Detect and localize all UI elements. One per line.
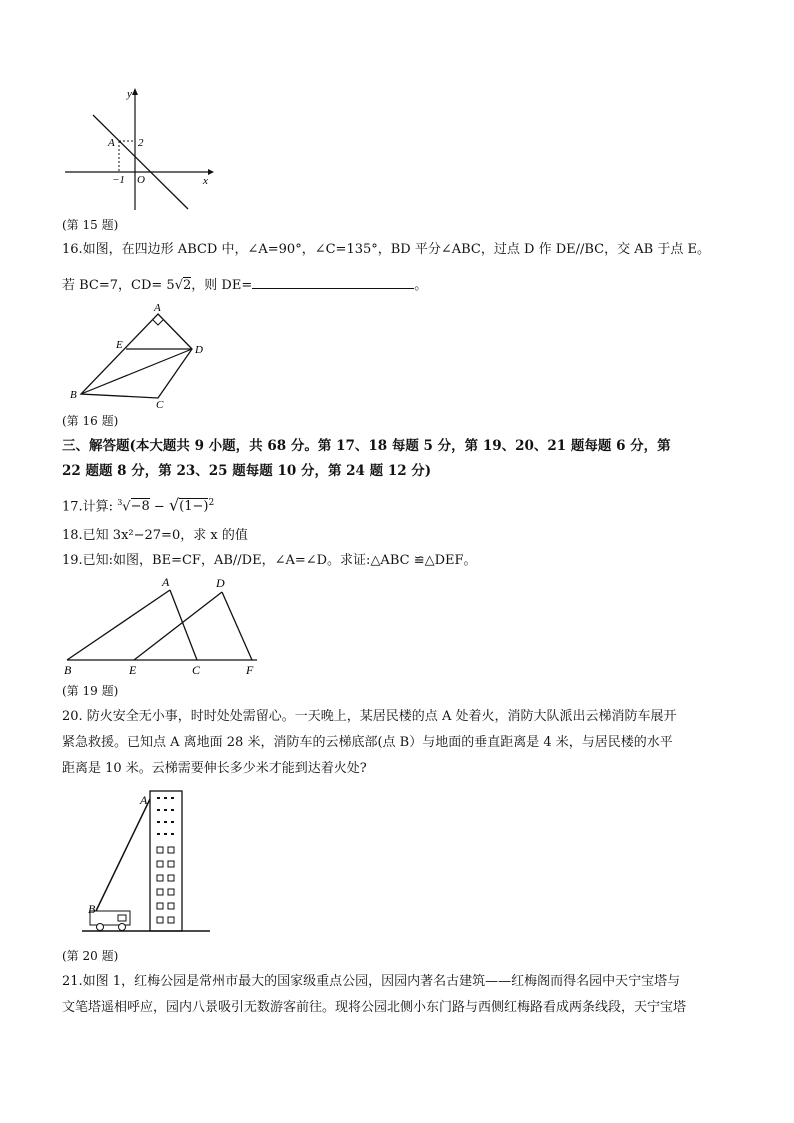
label-origin: O (137, 174, 145, 186)
x-axis-arrow (208, 169, 214, 175)
caption-q15: (第 15 题) (62, 218, 119, 232)
segment-ED (134, 592, 222, 660)
label-C: C (156, 399, 164, 410)
fire-truck (90, 911, 130, 931)
figure-q19 (62, 572, 272, 677)
label-x: x (203, 175, 208, 187)
label-E: E (116, 339, 123, 351)
figure-q20 (62, 785, 222, 940)
label-B: B (64, 663, 72, 677)
building-windows (157, 797, 174, 835)
caption-q20: (第 20 题) (62, 949, 119, 963)
building-windows-lower (157, 847, 174, 923)
sqrt-symbol: √ (168, 495, 180, 515)
label-B: B (88, 902, 96, 916)
q16-line2 (62, 276, 427, 295)
label-E: E (129, 663, 137, 677)
q17-expr-b: (1−) (179, 499, 209, 515)
label-minus-1: −1 (112, 174, 125, 186)
q17-expr-a: −8 (130, 499, 150, 515)
ladder (96, 799, 150, 911)
sqrt-arg: 2 (183, 278, 192, 293)
section3-line2: 22 题题 8 分，第 23、25 题每题 10 分，第 24 题 12 分) (62, 463, 432, 479)
sqrt-symbol: √ (174, 278, 183, 293)
segment-BD (81, 349, 192, 394)
right-angle-mark (153, 320, 163, 325)
label-A: A (108, 137, 115, 149)
building (150, 791, 182, 931)
cube-root-symbol: √ (122, 499, 131, 515)
q20-line3: 距离是 10 米。云梯需要伸长多少米才能到达着火处? (62, 761, 367, 776)
y-axis-arrow (132, 88, 138, 95)
label-A: A (154, 302, 161, 314)
q17-prefix: 17.计算: (62, 499, 114, 515)
answer-blank[interactable] (252, 276, 414, 289)
q18: 18.已知 3x²−27=0，求 x 的值 (62, 528, 248, 543)
figure-q16 (62, 300, 222, 410)
label-y: y (127, 88, 132, 100)
q21-line2: 文笔塔遥相呼应，园内八景吸引无数游客前往。现将公园北侧小东门路与西侧红梅路看成两条线段，天宁宝塔 (62, 1000, 687, 1015)
label-D: D (195, 344, 203, 356)
segment-AC (170, 590, 197, 660)
label-2: 2 (138, 137, 144, 149)
section3-line1: 三、解答题(本大题共 9 小题，共 68 分。第 17、18 每题 5 分，第 19、20、21 题每题 6 分，第 (62, 438, 671, 454)
segment-BA (67, 590, 170, 660)
graph-line (93, 115, 188, 209)
q16-line2-end: 。 (414, 278, 428, 293)
segment-DF (222, 592, 252, 660)
q20-line1: 20. 防火安全无小事，时时处处需留心。一天晚上，某居民楼的点 A 处着火，消防大队派出云梯消防车展开 (62, 709, 677, 724)
label-D: D (216, 576, 225, 590)
label-C: C (192, 663, 201, 677)
q21-line1: 21.如图 1，红梅公园是常州市最大的国家级重点公园，因园内著名古建筑——红梅阁而得名园中天宁宝塔与 (62, 974, 681, 989)
figure-q15 (60, 85, 220, 215)
label-A: A (162, 575, 170, 589)
caption-q16: (第 16 题) (62, 414, 119, 428)
label-B: B (70, 389, 77, 401)
q17-sup: 2 (208, 498, 215, 508)
q19: 19.已知:如图，BE=CF，AB//DE，∠A=∠D。求证:△ABC ≌△DEF。 (62, 553, 477, 568)
label-F: F (246, 663, 254, 677)
q16-line1: 16.如图，在四边形 ABCD 中，∠A=90°，∠C=135°，BD 平分∠ABC，过点 D 作 DE//BC，交 AB 于点 E。 (62, 242, 710, 257)
q20-line2: 紧急救援。已知点 A 离地面 28 米，消防车的云梯底部(点 B）与地面的垂直距离是 4 米，与居民楼的水平 (62, 735, 673, 750)
q16-line2-post: ，则 DE= (191, 278, 253, 293)
caption-q19: (第 19 题) (62, 684, 119, 698)
label-A: A (140, 793, 148, 807)
q16-line2-pre: 若 BC=7，CD= 5 (62, 278, 175, 293)
q17: 17.计算: $^3√-8 - √(1-)^2$ (62, 495, 215, 515)
